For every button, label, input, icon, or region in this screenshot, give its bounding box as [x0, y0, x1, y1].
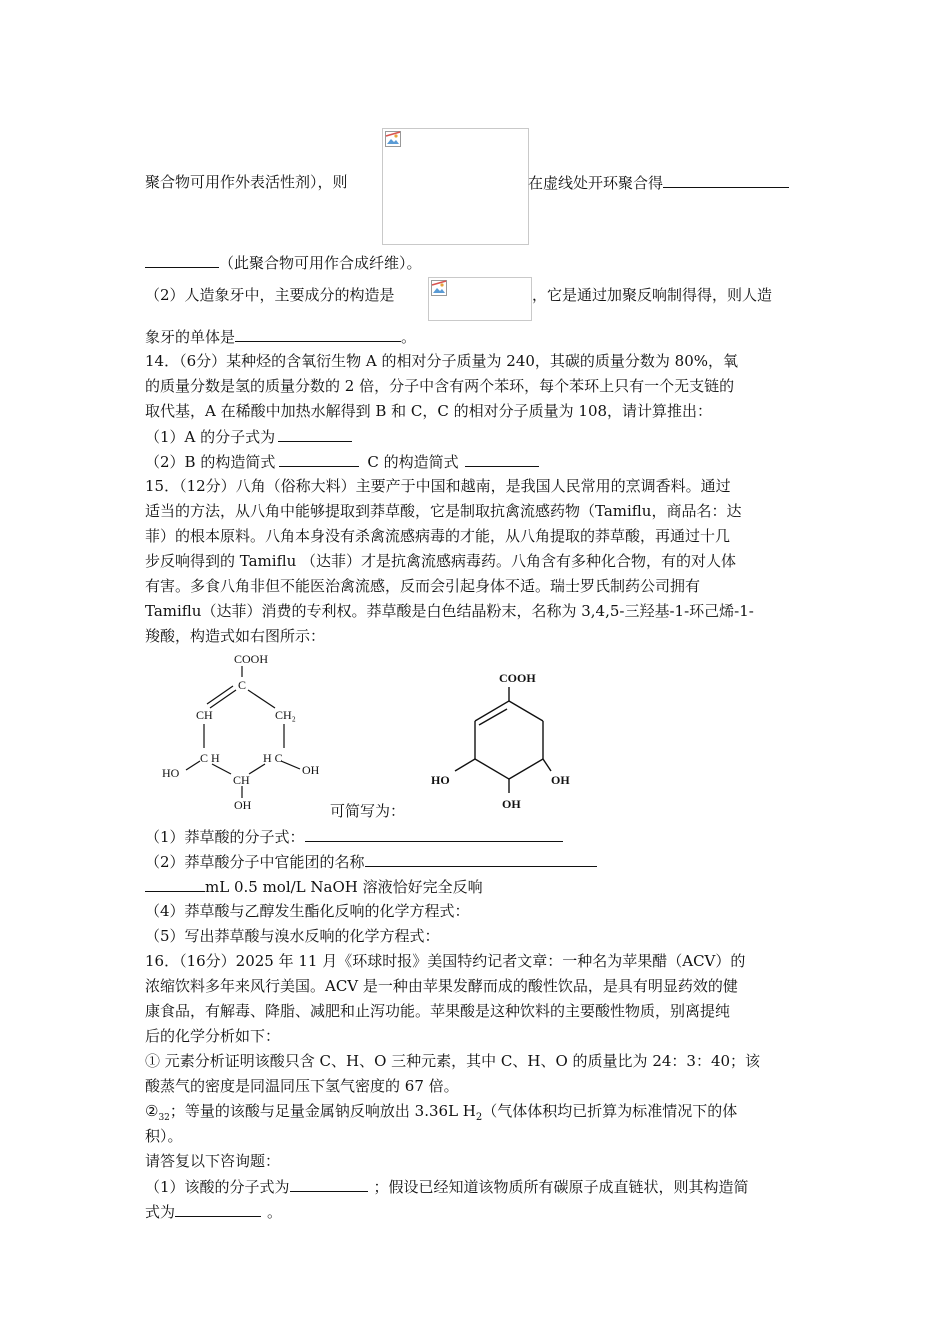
question-16-line	[145, 1151, 280, 1171]
text-line	[145, 326, 416, 347]
text: 积）。	[145, 1127, 183, 1145]
question-15-line	[145, 826, 563, 847]
question-16-line	[145, 951, 745, 971]
text: mL 0.5 mol/L NaOH 溶液恰好完全反响	[205, 878, 483, 896]
answer-blank	[305, 826, 563, 842]
oh-bottom-label: OH	[502, 797, 521, 811]
text: 的质量分数是氢的质量分数的 2 倍，分子中含有两个苯环，每个苯环上只有一个无支链的	[145, 377, 735, 395]
text: 在虚线处开环聚合得	[528, 174, 664, 192]
text: （2）莽草酸分子中官能团的名称	[145, 853, 365, 871]
answer-blank	[279, 451, 359, 467]
question-16-line	[145, 1051, 760, 1071]
text: 步反响得到的 Tamiflu （达菲）才是抗禽流感病毒药。八角含有多种化合物，有的对人体	[145, 552, 737, 570]
text: 后的化学分析如下：	[145, 1027, 281, 1045]
question-15-line	[145, 501, 741, 521]
question-14-line	[145, 426, 352, 447]
broken-image-icon	[431, 280, 447, 296]
text: 15．（12分）八角（俗称大料）主要产于中国和越南，是我国人民常用的烹调香料。通过	[145, 477, 731, 495]
answer-blank	[465, 451, 539, 467]
answer-blank	[278, 426, 352, 442]
shikimic-acid-structure-skeletal	[425, 665, 585, 815]
text: 可简写为：	[330, 802, 406, 820]
question-15-line	[145, 576, 700, 596]
text: 。	[267, 1203, 283, 1221]
cooh-label: COOH	[234, 652, 269, 666]
c-label: C	[238, 678, 247, 692]
ch2-label: CH₂	[275, 708, 296, 722]
question-16-line	[145, 1076, 459, 1096]
text: 取代基，A 在稀酸中加热水解得到 B 和 C，C 的相对分子质量为 108，请计算推出：	[145, 402, 713, 420]
text: 象牙的单体是	[145, 328, 236, 346]
text: （气体体积均已折算为标准情况下的体	[482, 1102, 738, 1120]
question-16-line	[145, 1176, 749, 1197]
answer-blank	[145, 252, 219, 268]
question-16-line	[145, 1126, 183, 1146]
question-14-line	[145, 451, 539, 472]
text-line	[528, 172, 789, 193]
text: （此聚合物可用作合成纤维）。	[219, 254, 422, 272]
text: （1）该酸的分子式为	[145, 1178, 290, 1196]
text: 。	[401, 328, 417, 346]
ch-label: CH	[196, 708, 213, 722]
answer-blank	[663, 172, 789, 188]
text: 菲）的根本原料。八角本身没有杀禽流感病毒的才能，从八角提取的莽草酸，再通过十几	[145, 527, 731, 545]
text-line	[145, 285, 395, 305]
question-14-line	[145, 376, 734, 396]
question-14-line	[145, 401, 712, 421]
question-15-line	[145, 901, 470, 921]
question-14-line	[145, 351, 738, 371]
text-line	[532, 285, 772, 305]
question-15-line	[145, 926, 440, 946]
text-line	[145, 172, 348, 192]
text: （1）A 的分子式为	[145, 428, 276, 446]
subscript: 2	[475, 1112, 483, 1123]
text: 康食品，有解毒、降脂、减肥和止泻功能。苹果酸是这种饮料的主要酸性物质，别离提纯	[145, 1002, 731, 1020]
structure-image	[428, 277, 532, 321]
text-line	[330, 801, 405, 821]
text: （1）莽草酸的分子式：	[145, 828, 305, 846]
text: ① 元素分析证明该酸只含 C、H、O 三种元素，其中 C、H、O 的质量比为 24：3：40；该	[145, 1052, 761, 1070]
text: 适当的方法，从八角中能够提取到莽草酸，它是制取抗禽流感药物（Tamiflu，商品名：达	[145, 502, 742, 520]
text: ，它是通过加聚反响制得得，则人造	[532, 286, 773, 304]
subscript: 32	[158, 1113, 170, 1123]
question-16-line	[145, 976, 738, 996]
question-15-line	[145, 551, 736, 571]
cooh-label: COOH	[499, 671, 536, 685]
ch-mid-label: CH	[233, 773, 250, 787]
text: （2）B 的构造简式	[145, 453, 276, 471]
text: 14．（6分）某种烃的含氧衍生物 A 的相对分子质量为 240，其碳的质量分数为 80%，氧	[145, 352, 739, 370]
ch-left-label: C H	[200, 751, 220, 765]
question-15-line	[145, 601, 754, 621]
text: ；等量的该酸与足量金属钠反响放出 3.36L H	[169, 1102, 476, 1120]
text: 有害。多食八角非但不能医治禽流感，反而会引起身体不适。瑞士罗氏制药公司拥有	[145, 577, 701, 595]
answer-blank	[365, 851, 597, 867]
oh-right-label: OH	[302, 763, 320, 777]
ho-label: HO	[431, 773, 450, 787]
answer-blank	[175, 1201, 261, 1217]
text: Tamiflu（达菲）消费的专利权。莽草酸是白色结晶粉末，名称为 3,4,5-三羟基-1-环己烯-1-	[145, 602, 754, 620]
question-15-line	[145, 526, 730, 546]
question-15-line	[145, 626, 325, 646]
oh-bottom-label: OH	[234, 798, 252, 812]
text: C 的构造简式	[367, 453, 459, 471]
text: 16．（16分）2025 年 11 月《环球时报》美国特约记者文章：一种名为苹果醋（ACV）的	[145, 952, 746, 970]
broken-image-icon	[385, 131, 401, 147]
text: 请答复以下咨询题：	[145, 1152, 281, 1170]
text: （5）写出莽草酸与溴水反响的化学方程式：	[145, 927, 440, 945]
text: 聚合物可用作外表活性剂），则	[145, 173, 348, 191]
question-15-line	[145, 851, 597, 872]
answer-blank	[290, 1176, 368, 1192]
text: 酸蒸气的密度是同温同压下氢气密度的 67 倍。	[145, 1077, 459, 1095]
text: 式为	[145, 1203, 176, 1221]
text: ；假设已经知道该物质所有碳原子成直链状，则其构造简	[373, 1178, 749, 1196]
question-16-line	[145, 1101, 737, 1128]
answer-blank	[235, 326, 401, 342]
question-16-line	[145, 1201, 282, 1222]
ho-label: HO	[162, 766, 180, 780]
question-16-line	[145, 1001, 730, 1021]
answer-blank	[145, 876, 205, 892]
question-15-line	[145, 876, 483, 897]
text-line	[145, 252, 422, 273]
question-16-line	[145, 1026, 280, 1046]
formula-image	[382, 128, 529, 245]
text: 浓缩饮料多年来风行美国。ACV 是一种由苹果发酵而成的酸性饮品，是具有明显药效的健	[145, 977, 738, 995]
shikimic-acid-structure-full	[158, 648, 338, 818]
text: （2）人造象牙中，主要成分的构造是	[145, 286, 395, 304]
text: （4）莽草酸与乙醇发生酯化反响的化学方程式：	[145, 902, 470, 920]
text: 羧酸，构造式如右图所示：	[145, 627, 326, 645]
question-15-line	[145, 476, 731, 496]
hc-right-label: H C	[263, 751, 283, 765]
oh-right-label: OH	[551, 773, 570, 787]
text: ②	[145, 1102, 159, 1120]
